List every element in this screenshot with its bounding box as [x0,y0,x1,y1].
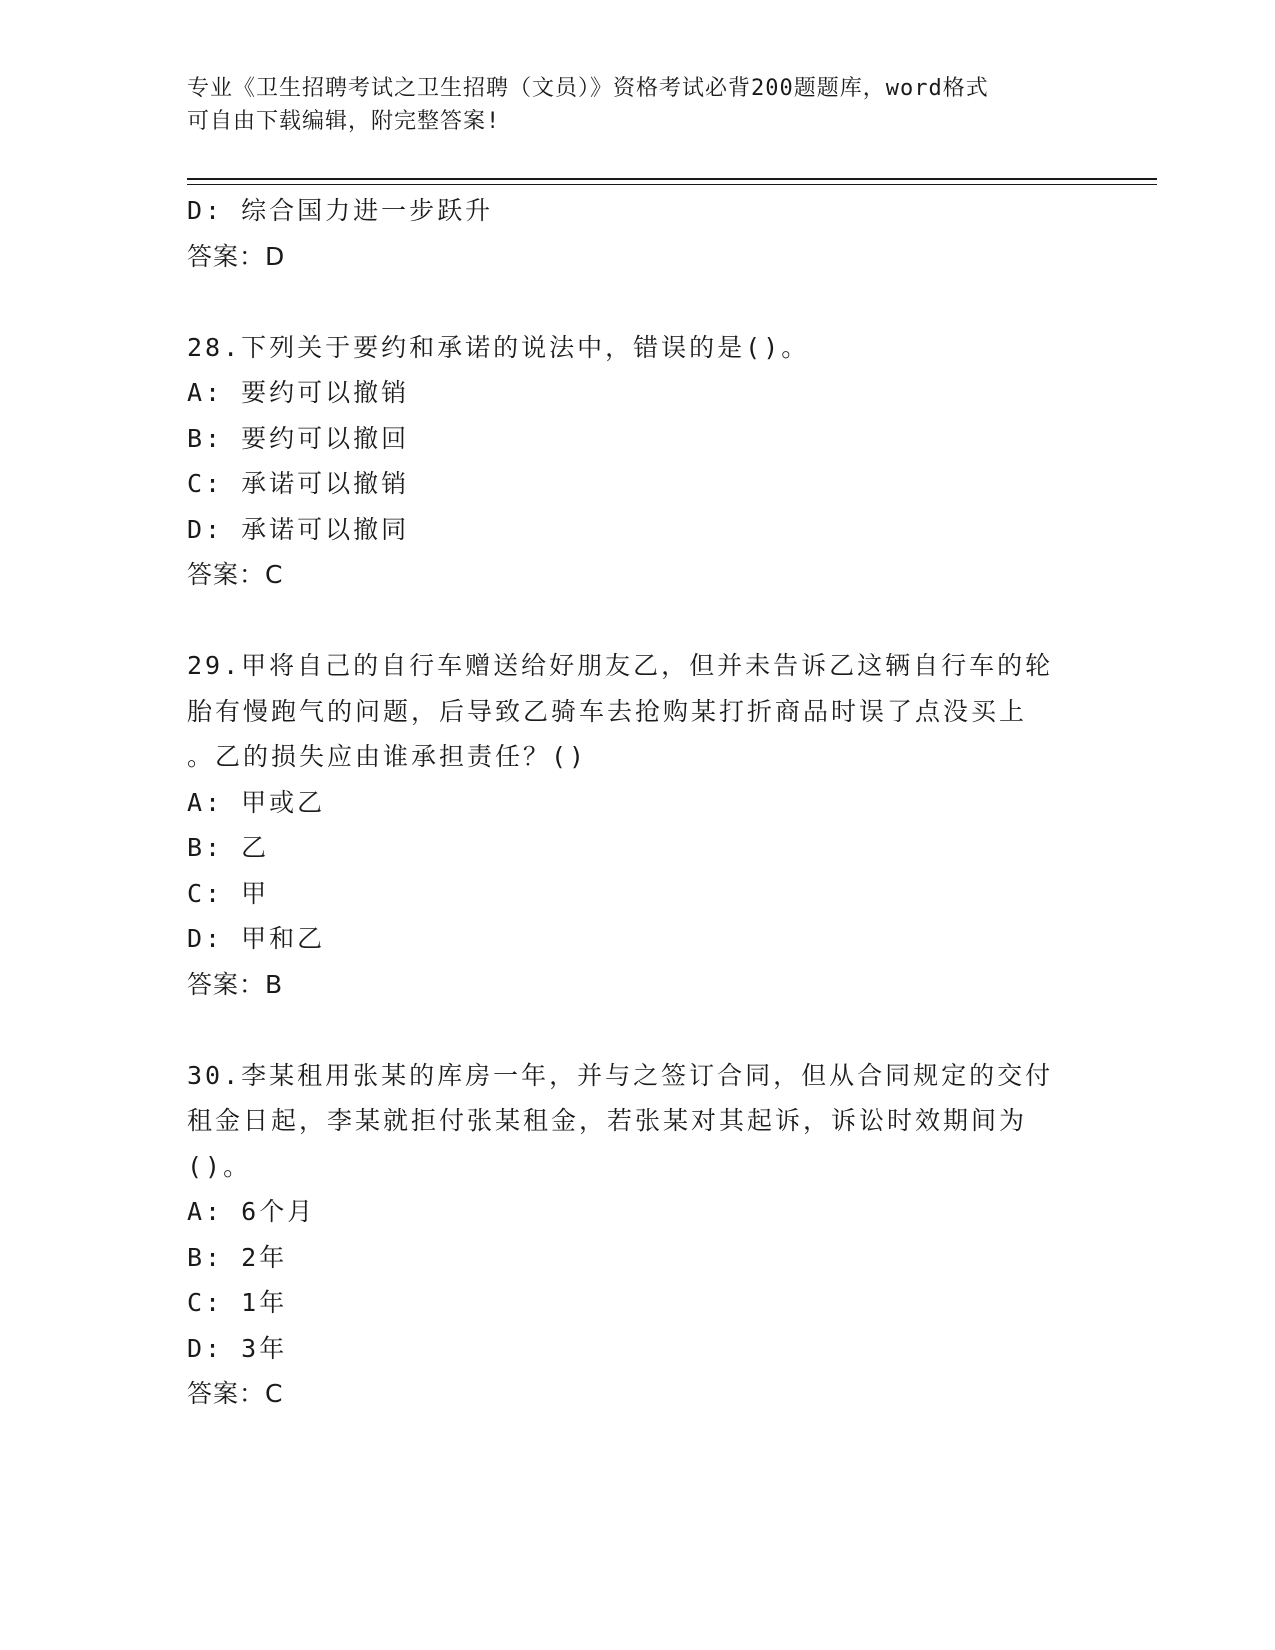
option-b: B: 乙 [187,833,270,862]
option-d: D: 综合国力进一步跃升 [187,196,494,225]
spacer [187,1007,1087,1053]
option-c: C: 甲 [187,878,270,908]
spacer [187,279,1087,325]
option-d: D: 3年 [187,1333,288,1363]
answer-line: 答案：B [187,969,284,999]
option-b: B: 要约可以撤回 [187,423,410,453]
question-text-line-2: 租金日起，李某就拒付张某租金，若张某对其起诉，诉讼时效期间为 [187,1106,1028,1135]
header-divider-thin [187,184,1157,185]
spacer [187,598,1087,644]
option-d: D: 甲和乙 [187,924,326,953]
option-a: A: 甲或乙 [187,787,326,817]
option-b: B: 2年 [187,1242,288,1272]
question-list [187,188,1087,1417]
option-c: C: 承诺可以撤销 [187,469,410,498]
option-a: A: 6个月 [187,1197,316,1226]
header-divider-thick [187,178,1157,180]
question-29 [187,643,1087,1007]
previous-question-tail [187,188,1087,279]
answer-line: 答案：C [187,1379,284,1408]
answer-line: 答案：D [187,241,286,271]
option-a: A: 要约可以撤销 [187,378,410,407]
question-text-line-1: 30.李某租用张某的库房一年，并与之签订合同，但从合同规定的交付 [187,1060,1054,1090]
option-d: D: 承诺可以撤同 [187,514,410,544]
option-c: C: 1年 [187,1288,288,1317]
question-text-line-3: ()。 [187,1151,252,1181]
question-text-line-2: 胎有慢跑气的问题，后导致乙骑车去抢购某打折商品时误了点没买上 [187,696,1028,726]
header-line-1: 专业《卫生招聘考试之卫生招聘（文员）》资格考试必背200题题库，word格式 [187,76,989,101]
question-text-line-3: 。乙的损失应由谁承担责任？() [187,742,588,771]
document-header [187,72,1067,138]
question-text: 28.下列关于要约和承诺的说法中，错误的是()。 [187,332,810,362]
question-text-line-1: 29.甲将自己的自行车赠送给好朋友乙，但并未告诉乙这辆自行车的轮 [187,651,1054,680]
question-30 [187,1053,1087,1417]
question-28 [187,325,1087,598]
answer-line: 答案：C [187,560,284,589]
header-line-2: 可自由下载编辑，附完整答案! [187,109,501,134]
